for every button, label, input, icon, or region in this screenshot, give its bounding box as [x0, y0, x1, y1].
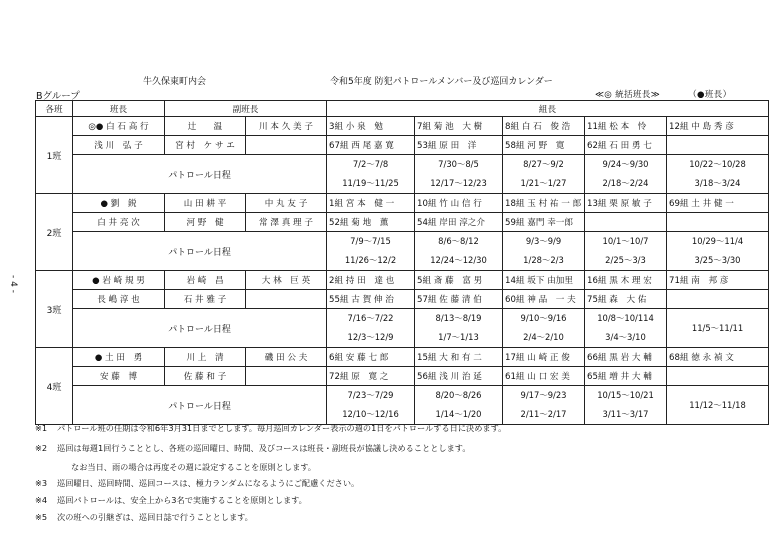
leader-cell: ● 土 田 勇	[73, 348, 165, 367]
sub-leader-cell: 佐 藤 和 子	[165, 367, 246, 386]
schedule-dates	[327, 155, 415, 194]
member-cell: 59組 嘉門 幸一郎	[503, 213, 585, 232]
member-cell	[667, 136, 769, 155]
schedule-dates	[415, 155, 503, 194]
schedule-date-first: 10/22～10/28	[689, 159, 746, 169]
roster-table	[35, 100, 769, 425]
member-cell: 13組 栗 原 敏 子	[585, 194, 667, 213]
member-cell: 2組 持 田 達 也	[327, 271, 415, 290]
schedule-row	[36, 155, 769, 194]
member-cell: 6組 安 藤 七 郎	[327, 348, 415, 367]
schedule-date-second: 12/24～12/30	[430, 255, 487, 265]
member-cell	[585, 213, 667, 232]
schedule-dates	[667, 155, 769, 194]
sub-leader-cell: 大 林 巨 英	[246, 271, 327, 290]
note-number: ※1	[35, 423, 48, 433]
sub-leader-cell: 河 野 健	[165, 213, 246, 232]
schedule-dates	[585, 155, 667, 194]
schedule-date-first: 9/3～9/9	[525, 236, 562, 246]
member-cell: 67組 西 尾 嘉 寛	[327, 136, 415, 155]
member-cell: 53組 原 田 洋	[415, 136, 503, 155]
member-cell: 58組 河 野 寛	[503, 136, 585, 155]
schedule-dates	[503, 155, 585, 194]
schedule-date-second: 2/11～2/17	[520, 409, 567, 419]
note-line	[35, 512, 253, 523]
member-cell: 75組 森 大 佑	[585, 290, 667, 309]
schedule-date-first: 7/2～7/8	[352, 159, 389, 169]
schedule-dates	[585, 232, 667, 271]
schedule-date-first: 10/1～10/7	[602, 236, 649, 246]
member-cell: 68組 徳 永 禎 文	[667, 348, 769, 367]
organization-name: 牛久保東町内会	[143, 77, 207, 87]
member-cell: 61組 山 口 宏 美	[503, 367, 585, 386]
col-header-sub-leader: 副班長	[165, 101, 327, 117]
schedule-row	[36, 309, 769, 348]
note-line	[35, 443, 471, 454]
schedule-label: パトロール日程	[73, 232, 327, 271]
schedule-dates	[415, 309, 503, 348]
sub-leader-cell: 岩 崎 昌	[165, 271, 246, 290]
schedule-date-first: 8/6～8/12	[438, 236, 479, 246]
member-cell: 3組 小 泉 勉	[327, 117, 415, 136]
sub-leader-cell: 常 澤 真 理 子	[246, 213, 327, 232]
schedule-date-second: 3/18～3/24	[694, 178, 741, 188]
schedule-dates	[585, 386, 667, 425]
team-row	[36, 194, 769, 213]
member-cell: 56組 浅 川 治 延	[415, 367, 503, 386]
member-cell: 7組 菊 池 大 樹	[415, 117, 503, 136]
schedule-dates	[585, 309, 667, 348]
leader-cell: ◎● 白 石 高 行	[73, 117, 165, 136]
schedule-date-second: 1/21～1/27	[520, 178, 567, 188]
team-row	[36, 213, 769, 232]
member-cell: 69組 土 井 健 一	[667, 194, 769, 213]
col-header-members: 組長	[327, 101, 769, 117]
sub-leader-cell: 磯 田 公 夫	[246, 348, 327, 367]
note-text: 巡回は毎週1回行うこととし、各班の巡回曜日、時間、及びコースは班長・副班長が協議し決めることとします。	[57, 443, 471, 453]
member-cell: 12組 中 島 秀 彦	[667, 117, 769, 136]
team-name: 2班	[36, 194, 73, 271]
sub-leader-cell: 宮 村 ケ サ エ	[165, 136, 246, 155]
schedule-date-first: 10/15～10/21	[597, 390, 654, 400]
schedule-date-first: 8/13～8/19	[435, 313, 482, 323]
schedule-dates	[667, 386, 769, 425]
schedule-date-second: 11/19～11/25	[342, 178, 399, 188]
member-cell: 17組 山 崎 正 俊	[503, 348, 585, 367]
member-cell: 5組 斎 藤 富 男	[415, 271, 503, 290]
member-cell: 71組 南 邦 彦	[667, 271, 769, 290]
member-cell: 57組 佐 藤 清 伯	[415, 290, 503, 309]
note-line	[35, 495, 307, 506]
note-number: ※3	[35, 478, 48, 488]
sub-leader-cell	[246, 290, 327, 309]
leader-cell: ● 劉 鋭	[73, 194, 165, 213]
team-name: 4班	[36, 348, 73, 425]
team-row	[36, 136, 769, 155]
legend-chief: ≪◎ 統括班長≫	[595, 90, 660, 100]
member-cell: 66組 黒 岩 大 輔	[585, 348, 667, 367]
note-text: 次の班への引継ぎは、巡回日誌で行うこととします。	[57, 512, 253, 522]
schedule-dates	[503, 309, 585, 348]
schedule-date-first: 7/9～7/15	[350, 236, 391, 246]
schedule-date-second: 3/25～3/30	[694, 255, 741, 265]
member-cell: 8組 白 石 俊 浩	[503, 117, 585, 136]
member-cell: 18組 玉 村 祐 一 郎	[503, 194, 585, 213]
schedule-date-second: 2/4～2/10	[523, 332, 564, 342]
team-row	[36, 271, 769, 290]
schedule-date-first: 11/12～11/18	[689, 399, 746, 410]
member-cell: 55組 古 賀 伸 治	[327, 290, 415, 309]
schedule-dates	[503, 386, 585, 425]
schedule-row	[36, 232, 769, 271]
col-header-team: 各班	[36, 101, 73, 117]
schedule-label: パトロール日程	[73, 386, 327, 425]
member-cell: 16組 黒 木 理 宏	[585, 271, 667, 290]
group-label: Bグループ	[36, 91, 80, 102]
schedule-dates	[667, 232, 769, 271]
note-number: ※2	[35, 443, 48, 453]
schedule-date-second: 2/18～2/24	[602, 178, 649, 188]
header-row	[36, 101, 769, 117]
leader-cell: 長 嶋 淳 也	[73, 290, 165, 309]
schedule-date-first: 9/24～9/30	[602, 159, 649, 169]
member-cell: 11組 松 本 怜	[585, 117, 667, 136]
legend-leader: （●班長）	[688, 90, 732, 100]
schedule-date-second: 2/25～3/3	[605, 255, 646, 265]
member-cell: 60組 神 品 一 夫	[503, 290, 585, 309]
col-header-leader: 班長	[73, 101, 165, 117]
schedule-label: パトロール日程	[73, 155, 327, 194]
schedule-label: パトロール日程	[73, 309, 327, 348]
note-line	[35, 478, 359, 489]
schedule-date-first: 7/16～7/22	[347, 313, 394, 323]
note-number: ※4	[35, 495, 48, 505]
schedule-date-first: 9/10～9/16	[520, 313, 567, 323]
sub-leader-cell	[246, 136, 327, 155]
note-text: なお当日、雨の場合は再度その週に設定することを原則とします。	[71, 462, 316, 472]
note-text: 巡回パトロールは、安全上から3名で実施することを原則とします。	[57, 495, 307, 505]
page-number: - 4 -	[8, 275, 18, 293]
schedule-date-second: 11/26～12/2	[344, 255, 397, 265]
schedule-date-second: 1/28～2/3	[523, 255, 564, 265]
sub-leader-cell: 石 井 雅 子	[165, 290, 246, 309]
schedule-dates	[415, 386, 503, 425]
document-title: 令和5年度 防犯パトロールメンバー及び巡回カレンダー	[330, 77, 553, 87]
team-name: 1班	[36, 117, 73, 194]
member-cell: 52組 菊 地 薫	[327, 213, 415, 232]
member-cell: 65組 増 井 大 輔	[585, 367, 667, 386]
team-row	[36, 367, 769, 386]
member-cell: 72組 原 寛 之	[327, 367, 415, 386]
member-cell: 54組 岸田 淳之介	[415, 213, 503, 232]
schedule-date-second: 12/3～12/9	[347, 332, 394, 342]
note-text: パトロール班の任期は令和6年3月31日までとします。毎月巡回カレンダー表示の週の1日をパトロールする日に決めます。	[57, 423, 507, 433]
note-line	[35, 462, 316, 473]
leader-cell: 安 藤 博	[73, 367, 165, 386]
team-name: 3班	[36, 271, 73, 348]
sub-leader-cell: 辻 温	[165, 117, 246, 136]
leader-cell: 浅 川 弘 子	[73, 136, 165, 155]
team-row	[36, 348, 769, 367]
member-cell: 14組 坂下 由加里	[503, 271, 585, 290]
note-number: ※5	[35, 512, 48, 522]
member-cell: 62組 石 田 勇 七	[585, 136, 667, 155]
schedule-dates	[503, 232, 585, 271]
team-row	[36, 117, 769, 136]
leader-cell: 白 井 亮 次	[73, 213, 165, 232]
sub-leader-cell	[246, 367, 327, 386]
schedule-dates	[327, 232, 415, 271]
member-cell	[667, 213, 769, 232]
schedule-date-second: 3/4～3/10	[605, 332, 646, 342]
note-line	[35, 423, 506, 434]
schedule-date-second: 12/10～12/16	[342, 409, 399, 419]
member-cell	[667, 367, 769, 386]
schedule-date-first: 8/20～8/26	[435, 390, 482, 400]
schedule-date-second: 1/14～1/20	[435, 409, 482, 419]
leader-cell: ● 岩 崎 規 男	[73, 271, 165, 290]
schedule-date-first: 7/23～7/29	[347, 390, 394, 400]
legend	[595, 88, 731, 100]
schedule-date-first: 7/30～8/5	[438, 159, 479, 169]
schedule-date-first: 10/8～10/114	[597, 313, 654, 323]
member-cell: 1組 宮 本 健 一	[327, 194, 415, 213]
schedule-dates	[327, 386, 415, 425]
schedule-dates	[415, 232, 503, 271]
schedule-date-first: 10/29～11/4	[691, 236, 744, 246]
sub-leader-cell: 山 田 耕 平	[165, 194, 246, 213]
schedule-date-second: 12/17～12/23	[430, 178, 487, 188]
schedule-row	[36, 386, 769, 425]
note-text: 巡回曜日、巡回時間、巡回コースは、極力ランダムになるようにご配慮ください。	[57, 478, 360, 488]
schedule-dates	[327, 309, 415, 348]
schedule-date-first: 11/5～11/11	[691, 322, 744, 333]
member-cell: 10組 竹 山 信 行	[415, 194, 503, 213]
schedule-date-second: 1/7～1/13	[438, 332, 479, 342]
team-row	[36, 290, 769, 309]
member-cell	[667, 290, 769, 309]
member-cell: 15組 大 和 有 二	[415, 348, 503, 367]
schedule-dates	[667, 309, 769, 348]
sub-leader-cell: 川 本 久 美 子	[246, 117, 327, 136]
sub-leader-cell: 川 上 清	[165, 348, 246, 367]
schedule-date-second: 3/11～3/17	[602, 409, 649, 419]
schedule-date-first: 9/17～9/23	[520, 390, 567, 400]
sub-leader-cell: 中 丸 友 子	[246, 194, 327, 213]
schedule-date-first: 8/27～9/2	[523, 159, 564, 169]
